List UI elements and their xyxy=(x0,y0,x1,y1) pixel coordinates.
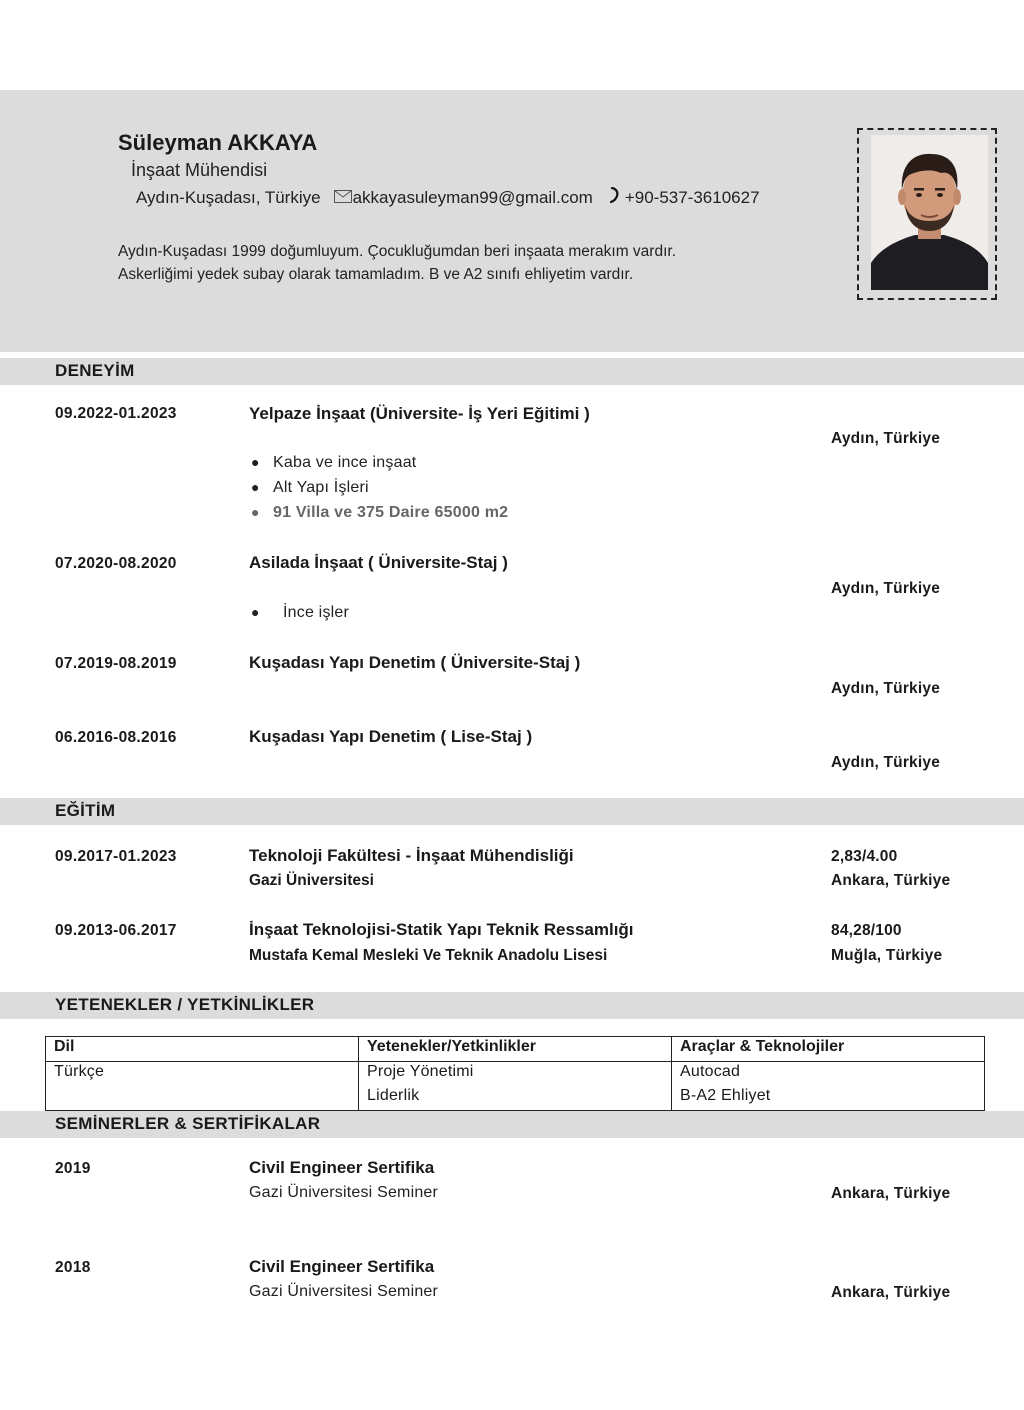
seminar-title: Civil Engineer Sertifika xyxy=(249,1257,435,1276)
envelope-icon xyxy=(333,188,353,208)
list-item: ● Alt Yapı İşleri xyxy=(251,479,369,496)
email-link[interactable]: akkayasuleyman99@gmail.com xyxy=(352,188,593,207)
section-title-seminars: SEMİNERLER & SERTİFİKALAR xyxy=(55,1114,321,1133)
table-cell: Proje Yönetimi xyxy=(359,1062,672,1087)
table-header-cell: Dil xyxy=(46,1037,359,1062)
list-item: ● İnce işler xyxy=(251,604,350,621)
section-band xyxy=(0,798,1024,825)
header-divider xyxy=(0,352,1024,357)
education-title: İnşaat Teknolojisi-Statik Yapı Teknik Ressamlığı xyxy=(249,920,634,939)
profile-photo xyxy=(871,135,988,290)
seminar-title: Civil Engineer Sertifika xyxy=(249,1158,435,1177)
experience-title: Kuşadası Yapı Denetim ( Lise-Staj ) xyxy=(249,727,533,746)
experience-location: Aydın, Türkiye xyxy=(831,680,941,697)
seminar-location: Ankara, Türkiye xyxy=(831,1284,951,1301)
education-date: 09.2013-06.2017 xyxy=(55,922,177,939)
person-name: Süleyman AKKAYA xyxy=(118,130,318,155)
experience-date: 06.2016-08.2016 xyxy=(55,729,177,746)
list-item: ● 91 Villa ve 375 Daire 65000 m2 xyxy=(251,504,509,521)
seminar-org: Gazi Üniversitesi Seminer xyxy=(249,1283,439,1300)
table-header-cell: Araçlar & Teknolojiler xyxy=(672,1037,985,1062)
phone-number[interactable]: +90-537-3610627 xyxy=(624,188,760,207)
table-header-cell: Yetenekler/Yetkinlikler xyxy=(359,1037,672,1062)
list-item: ● Kaba ve ince inşaat xyxy=(251,454,417,471)
seminar-org: Gazi Üniversitesi Seminer xyxy=(249,1184,439,1201)
table-cell: Autocad xyxy=(672,1062,985,1087)
seminar-location: Ankara, Türkiye xyxy=(831,1185,951,1202)
section-band xyxy=(0,358,1024,385)
skills-table xyxy=(45,1036,985,1111)
education-grade: 2,83/4.00 xyxy=(831,848,898,865)
seminar-year: 2019 xyxy=(55,1160,91,1177)
education-school: Mustafa Kemal Mesleki Ve Teknik Anadolu Lisesi xyxy=(249,947,608,964)
experience-date: 09.2022-01.2023 xyxy=(55,405,177,422)
education-grade: 84,28/100 xyxy=(831,922,902,939)
table-row xyxy=(46,1086,985,1111)
education-title: Teknoloji Fakültesi - İnşaat Mühendisliği xyxy=(249,846,574,865)
education-school: Gazi Üniversitesi xyxy=(249,872,374,889)
summary-line: Aydın-Kuşadası 1999 doğumluyum. Çocukluğumdan beri inşaata merakım vardır. xyxy=(118,243,677,260)
section-title-experience: DENEYİM xyxy=(55,361,135,380)
education-date: 09.2017-01.2023 xyxy=(55,848,177,865)
experience-location: Aydın, Türkiye xyxy=(831,754,941,771)
table-row xyxy=(46,1062,985,1087)
table-header-row xyxy=(46,1037,985,1062)
experience-date: 07.2020-08.2020 xyxy=(55,555,177,572)
experience-location: Aydın, Türkiye xyxy=(831,430,941,447)
table-cell: Türkçe xyxy=(46,1062,359,1087)
person-role: İnşaat Mühendisi xyxy=(131,160,268,180)
section-title-education: EĞİTİM xyxy=(55,801,116,820)
section-title-skills: YETENEKLER / YETKİNLİKLER xyxy=(55,995,315,1014)
summary-line: Askerliğimi yedek subay olarak tamamladım. B ve A2 sınıfı ehliyetim vardır. xyxy=(118,266,634,283)
experience-date: 07.2019-08.2019 xyxy=(55,655,177,672)
education-location: Ankara, Türkiye xyxy=(831,872,951,889)
table-cell xyxy=(46,1086,359,1111)
location-text: Aydın-Kuşadası, Türkiye xyxy=(136,188,321,207)
experience-title: Kuşadası Yapı Denetim ( Üniversite-Staj ) xyxy=(249,653,581,672)
experience-title: Yelpaze İnşaat (Üniversite- İş Yeri Eğitimi ) xyxy=(249,404,590,423)
phone-icon xyxy=(605,187,625,208)
table-cell: Liderlik xyxy=(359,1086,672,1111)
contact-line xyxy=(136,187,760,208)
table-cell: B-A2 Ehliyet xyxy=(672,1086,985,1111)
education-location: Muğla, Türkiye xyxy=(831,947,943,964)
experience-location: Aydın, Türkiye xyxy=(831,580,941,597)
summary xyxy=(118,240,818,286)
experience-title: Asilada İnşaat ( Üniversite-Staj ) xyxy=(249,553,508,572)
seminar-year: 2018 xyxy=(55,1259,91,1276)
